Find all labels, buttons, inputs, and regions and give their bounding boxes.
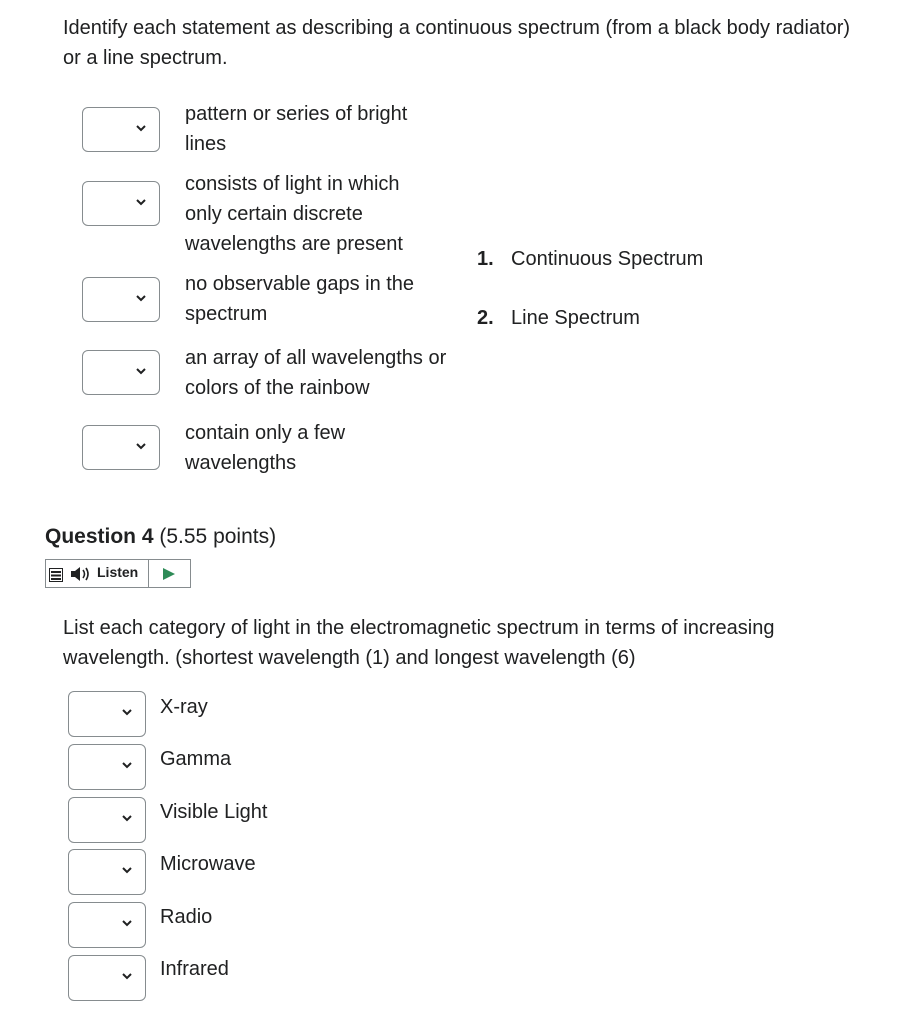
order-select-3[interactable] — [68, 797, 146, 843]
chevron-down-icon — [121, 812, 133, 824]
category-visible-light: Visible Light — [160, 801, 268, 823]
question-points: (5.55 points) — [159, 525, 277, 548]
speaker-icon — [70, 566, 92, 582]
answer-number: 1. — [477, 248, 494, 270]
chevron-down-icon — [135, 196, 147, 208]
question-number: Question 4 — [45, 525, 154, 548]
question-3-prompt: Identify each statement as describing a continuous spectrum (from a black body radiator) or a line spectrum. — [63, 17, 851, 69]
chevron-down-icon — [121, 759, 133, 771]
chevron-down-icon — [121, 970, 133, 982]
match-select-1[interactable] — [82, 107, 160, 152]
match-select-2[interactable] — [82, 181, 160, 226]
answer-choice-2 — [477, 303, 640, 333]
category-microwave: Microwave — [160, 853, 256, 875]
category-radio: Radio — [160, 906, 213, 928]
chevron-down-icon — [121, 917, 133, 929]
listen-button[interactable]: Listen — [97, 564, 139, 580]
statement-5: contain only a few wavelengths — [185, 422, 346, 474]
order-select-6[interactable] — [68, 955, 146, 1001]
category-xray: X-ray — [160, 696, 208, 718]
category-infrared: Infrared — [160, 958, 229, 980]
statement-4: an array of all wavelengths or colors of the rainbow — [185, 347, 447, 399]
chevron-down-icon — [135, 122, 147, 134]
statement-1: pattern or series of bright lines — [185, 103, 408, 155]
order-select-2[interactable] — [68, 744, 146, 790]
answer-choice-1 — [477, 244, 703, 274]
answer-number: 2. — [477, 307, 494, 329]
statement-2: consists of light in which only certain discrete wavelengths are present — [185, 173, 403, 255]
chevron-down-icon — [135, 365, 147, 377]
match-select-3[interactable] — [82, 277, 160, 322]
chevron-down-icon — [121, 864, 133, 876]
question-4-prompt: List each category of light in the electromagnetic spectrum in terms of increasing wavelength. (shortest wavelength (1) and longest wavelength (6) — [63, 617, 775, 669]
match-select-4[interactable] — [82, 350, 160, 395]
order-select-5[interactable] — [68, 902, 146, 948]
chevron-down-icon — [121, 706, 133, 718]
question-4-title — [45, 523, 276, 551]
order-select-1[interactable] — [68, 691, 146, 737]
answer-label: Continuous Spectrum — [511, 248, 704, 270]
order-select-4[interactable] — [68, 849, 146, 895]
chevron-down-icon — [135, 292, 147, 304]
listen-divider — [148, 560, 149, 587]
menu-icon[interactable] — [49, 568, 63, 582]
chevron-down-icon — [135, 440, 147, 452]
match-select-5[interactable] — [82, 425, 160, 470]
listen-widget[interactable] — [45, 559, 191, 588]
category-gamma: Gamma — [160, 748, 232, 770]
statement-3: no observable gaps in the spectrum — [185, 273, 415, 325]
play-icon[interactable] — [162, 567, 176, 581]
answer-label: Line Spectrum — [511, 307, 640, 329]
